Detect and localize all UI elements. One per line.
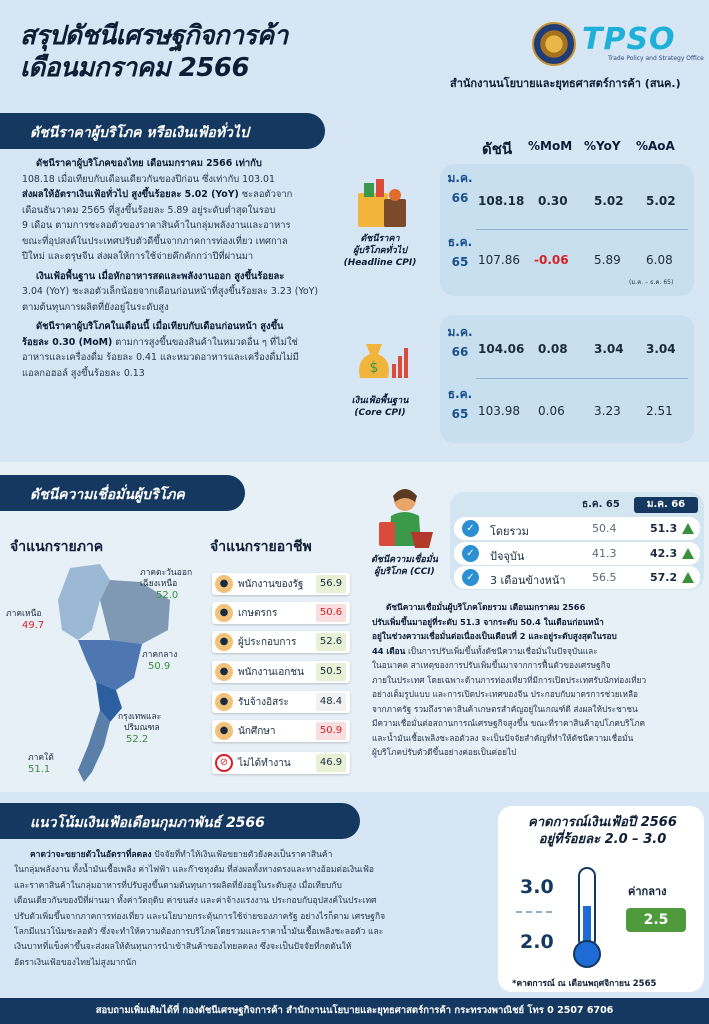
trend-t1: ปัจจัยที่ทำให้เงินเฟ้อขยายตัวยังคงเป็นราคาสินค้า — [154, 850, 333, 860]
tpso-logo-subtitle: Trade Policy and Strategy Office — [608, 55, 704, 62]
cci-row-jan: 51.3 — [650, 522, 678, 535]
forecast-lower: 2.0 — [520, 931, 554, 953]
trend-t2: ในกลุ่มพลังงาน ทั้งน้ำมันเชื้อเพลิง ค่าไฟฟ้า และก๊าซหุงต้ม ที่ส่งผลทั้งทางตรงและทางอ้อมต่อเงินเฟ้อ — [14, 865, 374, 876]
occupation-row — [212, 752, 350, 774]
headline-jan-mom: 0.30 — [538, 194, 568, 208]
core-jan-aoa: 3.04 — [646, 342, 676, 356]
cci-row-jan: 42.3 — [650, 547, 678, 560]
core-jan-period — [445, 322, 475, 382]
check-icon: ✓ — [462, 520, 479, 537]
cpi-p3-bold2: ร้อยละ 0.30 (MoM) — [22, 336, 113, 348]
headline-label-1: ดัชนีราคา — [360, 234, 400, 244]
cci-row-dec: 56.5 — [592, 571, 617, 584]
region-title: จำแนกรายภาค — [10, 539, 104, 555]
occupation-row — [212, 691, 350, 713]
cpi-p3-text2: อาหารและเครื่องดื่ม ร้อยละ 0.41 และหมวดอาหารและเครื่องดื่มไม่มี — [22, 352, 299, 363]
region-central-name: ภาคกลาง — [142, 650, 178, 660]
region-bangkok-name: กรุงเทพและ — [118, 712, 162, 722]
core-row-divider — [476, 378, 688, 379]
cpi-p3-text3: แอลกอฮอล์ สูงขึ้นร้อยละ 0.13 — [22, 367, 145, 379]
trend-t4: เดือนเดียวกันของปีที่ผ่านมา ทั้งค่าวัตถุดิบ ค่าขนส่ง และค่าจ้างแรงงาน ประกอบกับอุปสงค์ในประเทศ — [14, 896, 377, 907]
occupation-row — [212, 602, 350, 624]
forecast-title-1: คาดการณ์เงินเฟ้อปี 2566 — [528, 815, 677, 830]
headline-dec-mom: -0.06 — [534, 253, 569, 267]
col-aoa-header: %AoA — [636, 139, 675, 153]
headline-jan-year: 66 — [451, 191, 469, 205]
occupation-label: พนักงานของรัฐ — [238, 579, 304, 590]
region-bangkok — [118, 712, 161, 745]
svg-text:$: $ — [369, 360, 379, 376]
cci-section-heading: ดัชนีความเชื่อมั่นผู้บริโภค — [0, 475, 245, 511]
occupation-row — [212, 661, 350, 683]
region-central — [142, 649, 177, 673]
cci-row-dec: 41.3 — [592, 547, 617, 560]
region-north — [6, 608, 44, 632]
cpi-paragraph — [22, 156, 340, 381]
student-icon: ● — [215, 722, 233, 740]
trend-t3: และราคาสินค้าในกลุ่มอาหารที่ปรับสูงขึ้นตามต้นทุนการผลิตที่ยังอยู่ในระดับสูง เมื่อเทียบกับ — [14, 880, 342, 891]
region-north-value: 49.7 — [22, 620, 45, 631]
check-icon: ✓ — [462, 545, 479, 562]
shopping-bag-icon — [350, 175, 412, 231]
headline-jan-index: 108.18 — [478, 194, 525, 208]
core-dec-aoa: 2.51 — [646, 404, 673, 418]
occupation-value: 50.6 — [316, 604, 346, 622]
trend-t7: เงินบาทที่แข็งค่าขึ้นจะส่งผลให้ต้นทุนการนำเข้าสินค้าของไทยลดลง ซึ่งจะเป็นปัจจัยที่กดดันให้ — [14, 942, 352, 953]
cci-label-2: ผู้บริโภค (CCI) — [374, 567, 435, 577]
thermometer-icon — [562, 866, 612, 970]
up-arrow-icon — [682, 548, 694, 559]
agency-name: สำนักงานนโยบายและยุทธศาสตร์การค้า (สนค.) — [450, 77, 681, 90]
cci-row-label: 3 เดือนข้างหน้า — [490, 574, 566, 587]
trend-t1-bold: คาดว่าจะขยายตัวในอัตราที่ลดลง — [30, 850, 152, 860]
core-dec-index: 103.98 — [478, 404, 520, 418]
core-label-1: เงินเฟ้อพื้นฐาน — [351, 396, 409, 406]
occupation-label: รับจ้างอิสระ — [238, 697, 289, 708]
cci-p10: และน้ำมันเชื้อเพลิงชะลอตัวลง จะเป็นปัจจัยสำคัญที่ทำให้ดัชนีความเชื่อมั่น — [372, 732, 634, 743]
business-owner-icon: ● — [215, 633, 233, 651]
core-label-2: (Core CPI) — [354, 408, 406, 418]
cci-p2: ปรับเพิ่มขึ้นมาอยู่ที่ระดับ 51.3 จากระดับ 50.4 ในเดือนก่อนหน้า — [372, 616, 604, 627]
headline-label-3: (Headline CPI) — [343, 258, 417, 268]
no-work-icon: ⊘ — [215, 754, 233, 772]
trend-t5: ปรับตัวเพิ่มขึ้นจากภาคการท่องเที่ยว และนโยบายกระตุ้นการใช้จ่ายของภาครัฐ อย่างไรก็ตาม เศรษฐกิจ — [14, 911, 386, 922]
headline-dec-year: 65 — [451, 255, 469, 269]
region-bangkok-value: 52.2 — [126, 734, 149, 745]
cpi-section-heading: ดัชนีราคาผู้บริโภค หรือเงินเฟ้อทั่วไป — [0, 113, 325, 149]
headline-label-2: ผู้บริโภคทั่วไป — [353, 246, 407, 256]
cci-p1: ดัชนีความเชื่อมั่นผู้บริโภคโดยรวม เดือนมกราคม 2566 — [386, 602, 586, 612]
headline-jan-yoy: 5.02 — [594, 194, 624, 208]
core-jan-index: 104.06 — [478, 342, 525, 356]
headline-dec-month: ธ.ค. — [447, 235, 473, 249]
occupation-title: จำแนกรายอาชีพ — [210, 539, 312, 555]
cci-row-jan: 57.2 — [650, 571, 678, 584]
cci-p3: อยู่ในช่วงความเชื่อมั่นต่อเนื่องเป็นเดือนที่ 2 และอยู่ระดับสูงสุดในรอบ — [372, 631, 617, 641]
cpi-p2-text2: ตามต้นทุนการผลิตที่ยังอยู่ในระดับสูง — [22, 301, 169, 313]
core-jan-year: 66 — [451, 345, 469, 359]
cpi-p3-bold1: ดัชนีราคาผู้บริโภคในเดือนนี้ เมื่อเทียบกับเดือนก่อนหน้า สูงขึ้น — [36, 321, 284, 332]
headline-jan-month: ม.ค. — [447, 171, 473, 185]
region-central-value: 50.9 — [148, 661, 171, 672]
headline-dec-period — [445, 232, 475, 292]
trend-paragraph — [14, 848, 490, 971]
region-northeast-value: 52.0 — [156, 590, 179, 601]
region-northeast-name: ภาคตะวันออก — [140, 568, 193, 578]
headline-dec-aoa: 6.08 — [646, 253, 673, 267]
page-title — [20, 20, 288, 84]
occupation-value: 46.9 — [316, 754, 346, 772]
aoa-note: (ม.ค. – ธ.ค. 65) — [629, 279, 674, 286]
occupation-label: นักศึกษา — [238, 726, 276, 737]
trend-section-heading: แนวโน้มเงินเฟ้อเดือนกุมภาพันธ์ 2566 — [0, 803, 360, 839]
cpi-p1-rest2: เดือนธันวาคม 2565 ที่สูงขึ้นร้อยละ 5.89 อยู่ระดับต่ำสุดในรอบ — [22, 204, 276, 216]
cci-row-label: ปัจจุบัน — [490, 550, 525, 563]
cci-row-dec: 50.4 — [592, 522, 617, 535]
cci-row-current — [454, 542, 700, 565]
check-icon: ✓ — [462, 569, 479, 586]
col-yoy-header: %YoY — [584, 139, 621, 153]
cpi-p2-bold: เงินเฟ้อพื้นฐาน เมื่อหักอาหารสดและพลังงานออก สูงขึ้นร้อยละ — [36, 270, 285, 282]
cpi-p1-rest3: 9 เดือน ตามการชะลอตัวของราคาสินค้าในกลุ่มพลังงานและอาหาร — [22, 220, 291, 231]
headline-row-divider — [476, 229, 688, 230]
occupation-label: พนักงานเอกชน — [238, 667, 304, 678]
cci-col-jan: ม.ค. 66 — [634, 497, 698, 513]
region-south-value: 51.1 — [28, 764, 51, 775]
cci-p5: ในอนาคต สาเหตุของการปรับเพิ่มขึ้นมาจากการฟื้นตัวของเศรษฐกิจ — [372, 660, 611, 670]
region-bangkok-name2: ปริมณฑล — [124, 723, 160, 733]
core-jan-month: ม.ค. — [447, 325, 473, 339]
cci-p6: ภายในประเทศ โดยเฉพาะด้านการท่องเที่ยวที่มีการเปิดประเทศรับนักท่องเที่ยว — [372, 674, 647, 685]
title-line-1: สรุปดัชนีเศรษฐกิจการค้า — [20, 21, 288, 51]
title-line-2: เดือนมกราคม 2566 — [20, 53, 250, 83]
footer-contact: สอบถามเพิ่มเติมได้ที่ กองดัชนีเศรษฐกิจการค้า สำนักงานนโยบายและยุทธศาสตร์การค้า กระทรวงพาณิชย์ โทร 0 2507 6706 — [0, 998, 709, 1024]
cci-row-future — [454, 566, 700, 589]
cci-p7: อย่างเต็มรูปแบบ และการเปิดประเทศของจีน ประกอบกับมาตรการช่วยเหลือ — [372, 689, 639, 699]
forecast-mid-label: ค่ากลาง — [628, 885, 667, 898]
core-jan-yoy: 3.04 — [594, 342, 624, 356]
cci-label — [352, 554, 457, 578]
farmer-icon: ● — [215, 604, 233, 622]
cpi-p1-bold2: ส่งผลให้อัตราเงินเฟ้อทั่วไป สูงขึ้นร้อยละ 5.02 (YoY) — [22, 189, 239, 200]
core-dec-period — [445, 384, 475, 444]
occupation-value: 48.4 — [316, 693, 346, 711]
occupation-value: 50.5 — [316, 663, 346, 681]
headline-dec-yoy: 5.89 — [594, 253, 621, 267]
cci-p8: จากภาครัฐ รวมถึงราคาสินค้าเกษตรสำคัญอยู่ในเกณฑ์ดี ส่งผลให้ประชาชน — [372, 703, 638, 714]
occupation-label: ผู้ประกอบการ — [238, 637, 297, 648]
government-worker-icon: ● — [215, 575, 233, 593]
occupation-value: 56.9 — [316, 575, 346, 593]
up-arrow-icon — [682, 523, 694, 534]
headline-jan-aoa: 5.02 — [646, 194, 676, 208]
forecast-mid-value: 2.5 — [626, 908, 686, 932]
core-dec-year: 65 — [451, 407, 469, 421]
col-index-header: ดัชนี — [482, 140, 513, 158]
cpi-p1-text: 108.18 เมื่อเทียบกับเดือนเดียวกันของปีก่อน ซึ่งเท่ากับ 103.01 — [22, 173, 275, 185]
col-mom-header: %MoM — [528, 139, 573, 153]
core-dec-mom: 0.06 — [538, 404, 565, 418]
occupation-value: 52.6 — [316, 633, 346, 651]
cci-col-dec: ธ.ค. 65 — [582, 499, 620, 510]
occupation-value: 50.9 — [316, 722, 346, 740]
trend-t8: อัตราเงินเฟ้อของไทยไม่สูงมากนัก — [14, 957, 137, 968]
cci-p9: มีความเชื่อมั่นต่อสถานการณ์เศรษฐกิจสูงขึ้น ขณะที่ราคาสินค้าอุปโภคบริโภค — [372, 718, 646, 728]
core-cpi-panel — [440, 315, 694, 443]
cci-p4: 44 เดือน — [372, 645, 406, 656]
cci-row-label: โดยรวม — [490, 525, 529, 538]
money-bag-chart-icon — [352, 330, 408, 386]
cci-p4b: เป็นการปรับเพิ่มขึ้นทั้งดัชนีความเชื่อมั่นในปัจจุบันและ — [407, 645, 598, 656]
core-dec-month: ธ.ค. — [447, 387, 473, 401]
shopper-icon — [375, 486, 437, 550]
occupation-row — [212, 631, 350, 653]
occupation-label: เกษตรกร — [238, 608, 278, 619]
headline-jan-period — [445, 168, 475, 228]
cpi-p1-rest4: ขณะที่อุปสงค์ในประเทศปรับตัวดีขึ้นจากภาคการท่องเที่ยว เทศกาล — [22, 235, 288, 247]
cci-row-overall — [454, 517, 700, 540]
forecast-title — [505, 814, 700, 848]
cpi-p1-rest5: ปีใหม่ และตรุษจีน ส่งผลให้การใช้จ่ายคึกคักกว่าปีที่ผ่านมา — [22, 251, 254, 262]
region-south-name: ภาคใต้ — [28, 753, 54, 763]
forecast-range-divider — [516, 911, 552, 913]
cpi-p1-bold: ดัชนีราคาผู้บริโภคของไทย เดือนมกราคม 2566 เท่ากับ — [36, 158, 262, 169]
cpi-p2-text1: 3.04 (YoY) ชะลอตัวเล็กน้อยจากเดือนก่อนหน้าที่สูงขึ้นร้อยละ 3.23 (YoY) — [22, 286, 319, 297]
region-northeast-name2: เฉียงเหนือ — [140, 579, 178, 589]
forecast-note: *คาดการณ์ ณ เดือนพฤศจิกายน 2565 — [512, 979, 657, 989]
occupation-row — [212, 573, 350, 595]
region-north-name: ภาคเหนือ — [6, 609, 42, 619]
occupation-row — [212, 720, 350, 742]
headline-cpi-label — [330, 233, 430, 269]
forecast-upper: 3.0 — [520, 876, 554, 898]
private-employee-icon: ● — [215, 663, 233, 681]
core-jan-mom: 0.08 — [538, 342, 568, 356]
core-dec-yoy: 3.23 — [594, 404, 621, 418]
cpi-p1-rest1: ชะลอตัวจาก — [241, 189, 293, 200]
freelancer-icon: ● — [215, 693, 233, 711]
forecast-title-2: อยู่ที่ร้อยละ 2.0 – 3.0 — [538, 832, 667, 847]
trend-t6: โลกมีแนวโน้มชะลอตัว ซึ่งจะทำให้ความต้องการบริโภคโดยรวมและราคาน้ำมันเชื้อเพลิงชะลอตัว และ — [14, 927, 384, 938]
cci-paragraph — [372, 600, 702, 760]
cci-label-1: ดัชนีความเชื่อมั่น — [371, 555, 438, 565]
region-northeast — [140, 568, 192, 601]
cpi-p3-text1: ตามการสูงขึ้นของสินค้าในหมวดอื่น ๆ ที่ไม่ใช่ — [115, 336, 298, 348]
region-south — [28, 752, 54, 776]
cci-p11: ผู้บริโภคปรับตัวดีขึ้นอย่างค่อยเป็นค่อยไป — [372, 747, 517, 757]
core-cpi-label — [330, 395, 430, 419]
ministry-seal-icon — [532, 22, 576, 66]
headline-dec-index: 107.86 — [478, 253, 520, 267]
tpso-logo: TPSO — [582, 22, 676, 57]
up-arrow-icon — [682, 572, 694, 583]
occupation-label: ไม่ได้ทำงาน — [238, 758, 291, 769]
